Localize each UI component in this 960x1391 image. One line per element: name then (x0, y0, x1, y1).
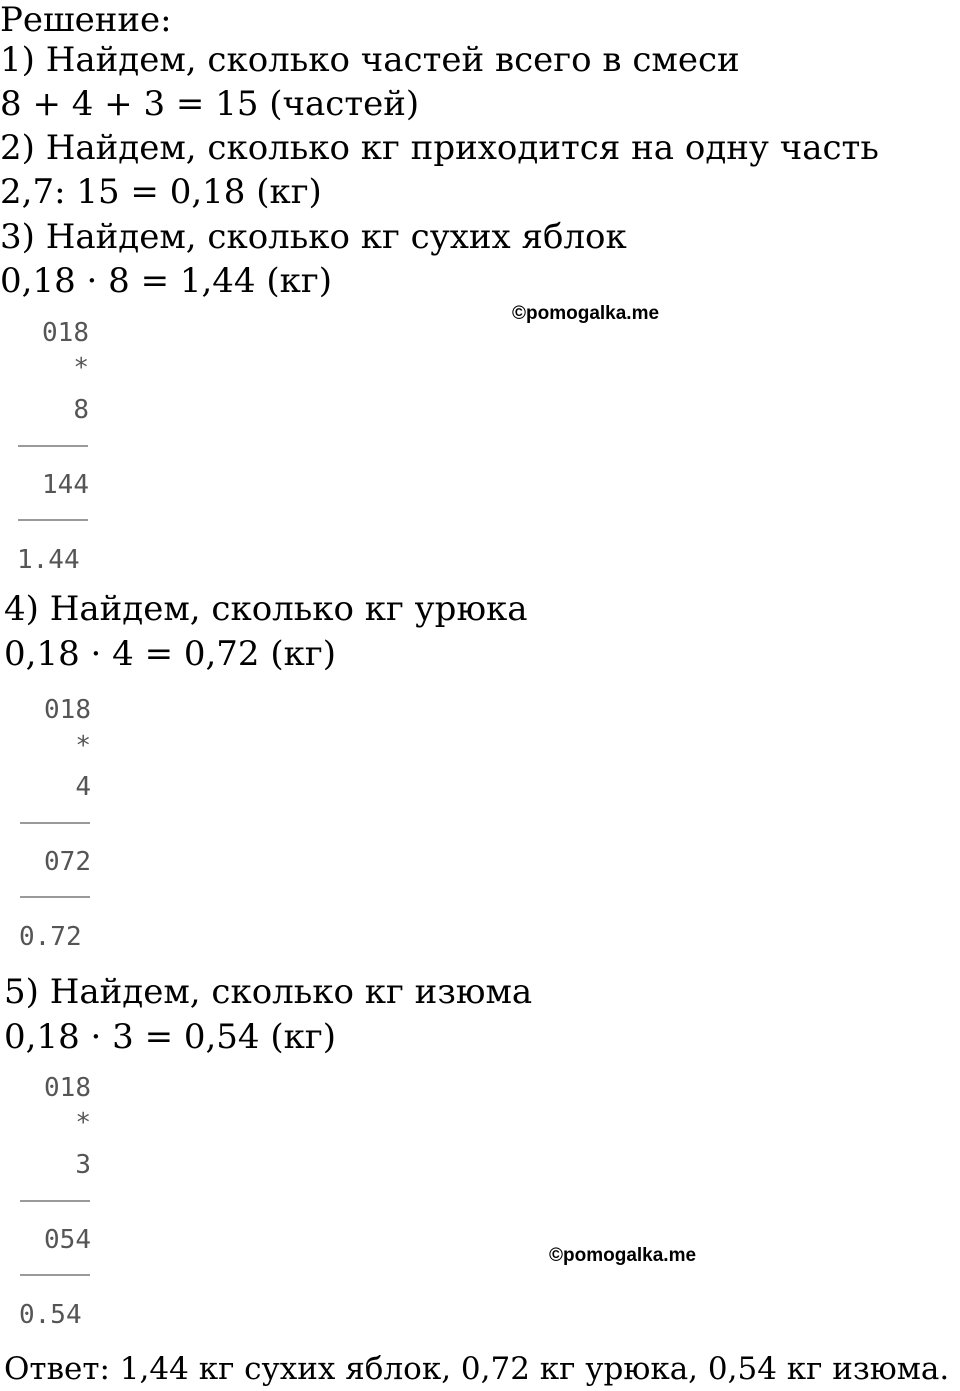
column-rule (20, 1200, 90, 1202)
column-product: 072 (44, 847, 91, 877)
column-multiplicand: 018 (42, 318, 89, 348)
solution-title: Решение: (0, 0, 172, 40)
step-5-heading: 5) Найдем, сколько кг изюма (4, 972, 533, 1012)
column-rule (20, 822, 90, 824)
step-2-heading: 2) Найдем, сколько кг приходится на одну часть (0, 128, 879, 168)
column-multiplier: 3 (75, 1150, 91, 1180)
column-rule (18, 519, 88, 521)
column-multiplier: 8 (73, 395, 89, 425)
column-product: 054 (44, 1225, 91, 1255)
column-rule (20, 1274, 90, 1276)
step-5-equation: 0,18 · 3 = 0,54 (кг) (4, 1017, 336, 1057)
answer-line: Ответ: 1,44 кг сухих яблок, 0,72 кг урюка, 0,54 кг изюма. (4, 1351, 950, 1387)
watermark-top: ©pomogalka.me (512, 303, 660, 324)
step-1-heading: 1) Найдем, сколько частей всего в смеси (0, 40, 740, 80)
watermark-bottom: ©pomogalka.me (549, 1245, 697, 1266)
step-1-equation: 8 + 4 + 3 = 15 (частей) (0, 84, 420, 124)
column-operator: * (73, 353, 89, 383)
column-multiplier: 4 (75, 772, 91, 802)
column-result: 0.54 (19, 1300, 82, 1330)
column-result: 0.72 (19, 922, 82, 952)
step-4-equation: 0,18 · 4 = 0,72 (кг) (4, 634, 336, 674)
column-multiplicand: 018 (44, 1073, 91, 1103)
step-4-heading: 4) Найдем, сколько кг урюка (4, 589, 528, 629)
column-operator: * (75, 1108, 91, 1138)
column-operator: * (75, 731, 91, 761)
column-rule (18, 445, 88, 447)
step-3-equation: 0,18 · 8 = 1,44 (кг) (0, 261, 332, 301)
column-product: 144 (42, 470, 89, 500)
column-rule (20, 896, 90, 898)
step-2-equation: 2,7: 15 = 0,18 (кг) (0, 172, 322, 212)
step-3-heading: 3) Найдем, сколько кг сухих яблок (0, 217, 627, 257)
column-result: 1.44 (17, 545, 80, 575)
column-multiplicand: 018 (44, 695, 91, 725)
